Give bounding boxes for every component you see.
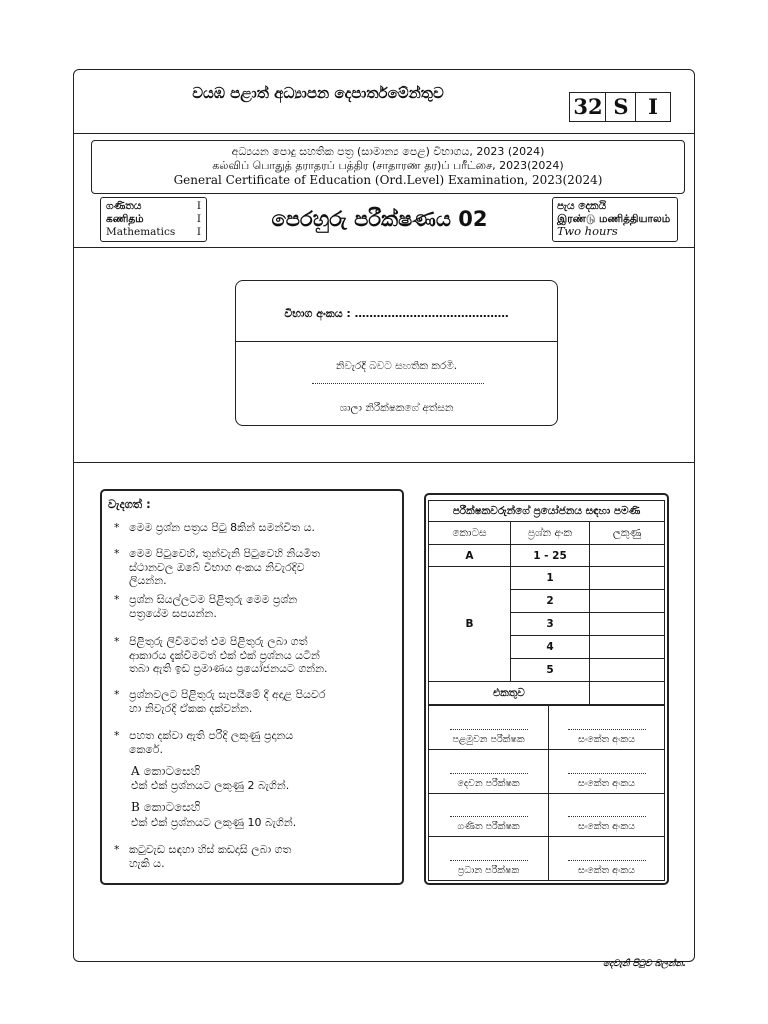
certify-text: නිවැරදි බවට සහතික කරමි. bbox=[335, 360, 458, 372]
exam-line-sinhala: අධ්‍යයන පොදු සහතික පත්‍ර (සාමාන්‍ය පෙළ) විභාගය, 2023 (2024) bbox=[231, 145, 545, 158]
section-a-heading: A කොටසෙහි bbox=[131, 764, 201, 778]
code-number-label: සංකේත අංකය bbox=[578, 778, 635, 789]
code-number-label: සංකේත අංකය bbox=[578, 821, 635, 832]
column-header: ලකුණු bbox=[590, 522, 665, 545]
question-number-cell: 2 bbox=[511, 590, 590, 613]
bullet-icon: * bbox=[114, 729, 120, 742]
question-number-cell: 3 bbox=[511, 613, 590, 636]
marks-table bbox=[428, 500, 665, 705]
question-number-cell: 1 bbox=[511, 567, 590, 590]
part-cell: A bbox=[429, 545, 511, 567]
title-divider bbox=[73, 247, 695, 248]
signature-label: ශාලා නිරීක්ෂකගේ අත්සන bbox=[339, 402, 454, 414]
total-marks-cell[interactable] bbox=[590, 682, 665, 705]
part-cell: B bbox=[429, 567, 511, 682]
subject-paper-number: I bbox=[196, 213, 201, 225]
index-number-field[interactable]: විභාග අංකය : …………………………………… bbox=[284, 307, 509, 320]
subject-name: கணிதம் bbox=[106, 213, 144, 225]
duration-english: Two hours bbox=[557, 224, 618, 238]
code-box-paper: I bbox=[635, 92, 671, 122]
duration-box bbox=[552, 197, 678, 242]
examiners-table bbox=[428, 705, 665, 881]
subject-box bbox=[100, 197, 207, 242]
instruction-item: කටුවැඩ සඳහා හිස් කඩදාසි ලබා ගත හැකි ය. bbox=[129, 843, 292, 870]
question-number-cell: 4 bbox=[511, 636, 590, 659]
question-range-cell: 1 - 25 bbox=[511, 545, 590, 567]
examiner-label: දෙවන පරීක්ෂක bbox=[457, 778, 520, 789]
examiner-signature-cell[interactable] bbox=[429, 837, 549, 881]
duration-sinhala: පැය දෙකයි bbox=[557, 200, 607, 212]
see-next-page-note: දෙවැනි පිටුව බලන්න. bbox=[603, 959, 687, 969]
instructions-title: වැදගත් : bbox=[108, 497, 151, 511]
section-divider bbox=[73, 462, 695, 463]
examiner-signature-cell[interactable] bbox=[429, 750, 549, 794]
bullet-icon: * bbox=[114, 635, 120, 648]
subject-name: Mathematics bbox=[106, 226, 176, 238]
code-box-medium: S bbox=[605, 92, 637, 122]
instruction-item: මෙම පිටුවෙහි, තුන්වැනි පිටුවෙහි නියමිත ස්ථානවල ඔබේ විභාග අංකය නිවැරදිව ලියන්න. bbox=[129, 547, 321, 587]
total-label: එකතුව bbox=[429, 682, 590, 705]
bullet-icon: * bbox=[114, 547, 120, 560]
examiner-use-box bbox=[424, 493, 669, 885]
subject-paper-number: I bbox=[196, 226, 201, 238]
marks-cell[interactable] bbox=[590, 567, 665, 590]
code-number-cell[interactable] bbox=[549, 750, 665, 794]
instructions-box bbox=[100, 489, 404, 885]
code-number-cell[interactable] bbox=[549, 837, 665, 881]
column-header: ප්‍රශ්න අංක bbox=[511, 522, 590, 545]
question-number-cell: 5 bbox=[511, 659, 590, 682]
examiner-label: ප්‍රධාන පරීක්ෂක bbox=[457, 865, 520, 876]
index-box-divider bbox=[236, 341, 557, 342]
instruction-item: පිළිතුරු ලිවීමටත් එම පිළිතුරු ලබා ගත් ආකාරය දැක්වීමටත් එක් එක් ප්‍රශ්නය යටින් තබා ඇති ඉඩ ප්‍රමාණය ප්‍රයෝජනයට ගන්න. bbox=[129, 635, 328, 675]
bullet-icon: * bbox=[114, 521, 120, 534]
subject-paper-number: I bbox=[196, 200, 201, 212]
instruction-item: මෙම ප්‍රශ්න පත්‍රය පිටු 8කින් සමන්විත ය. bbox=[129, 521, 316, 534]
examiner-label: පළමුවන පරීක්ෂක bbox=[452, 734, 525, 745]
examiner-table-title: පරීක්ෂකවරුන්ගේ ප්‍රයෝජනය සඳහා පමණි bbox=[429, 501, 665, 522]
instruction-item: ප්‍රශ්නවලට පිළිතුරු සැපයීමේ දී අදාළ පියවර හා නිවැරදි ඒකක දක්වන්න. bbox=[129, 688, 326, 715]
index-number-box bbox=[235, 280, 558, 426]
subject-row-sinhala bbox=[106, 200, 201, 213]
section-a-text: එක් එක් ප්‍රශ්නයට ලකුණු 2 බැගින්. bbox=[131, 779, 290, 792]
paper-title: පෙරහුරු පරීක්ෂණය 02 bbox=[271, 207, 488, 231]
exam-line-tamil: கல்விப் பொதுத் தராதரப் பத்திர (சாதாரண தர)ப் பரீட்சை, 2023(2024) bbox=[212, 159, 564, 172]
section-b-heading: B කොටසෙහි bbox=[131, 800, 201, 814]
code-number-cell[interactable] bbox=[549, 794, 665, 837]
section-b-text: එක් එක් ප්‍රශ්නයට ලකුණු 10 බැගින්. bbox=[131, 816, 297, 829]
marks-cell[interactable] bbox=[590, 636, 665, 659]
marks-cell[interactable] bbox=[590, 545, 665, 567]
subject-name: ගණිතය bbox=[106, 200, 142, 212]
header-divider bbox=[73, 133, 695, 134]
exam-line-english: General Certificate of Education (Ord.Level) Examination, 2023(2024) bbox=[173, 173, 603, 187]
code-number-label: සංකේත අංකය bbox=[578, 865, 635, 876]
instruction-item: පහත දක්වා ඇති පරිදි ලකුණු ප්‍රදානය කෙරේ. bbox=[129, 729, 294, 756]
code-number-cell[interactable] bbox=[549, 706, 665, 750]
exam-name-box bbox=[91, 140, 685, 194]
bullet-icon: * bbox=[114, 843, 120, 856]
duration-tamil: இரண்டு மணித்தியாலம் bbox=[557, 212, 671, 225]
examiner-label: ගණිත පරීක්ෂක bbox=[457, 821, 520, 832]
signature-line[interactable] bbox=[312, 383, 484, 384]
instruction-item: ප්‍රශ්න සියල්ලටම පිළිතුරු මෙම ප්‍රශ්න පත්‍රයේම සපයන්න. bbox=[129, 593, 298, 620]
marks-cell[interactable] bbox=[590, 613, 665, 636]
column-header: කොටස bbox=[429, 522, 511, 545]
code-number-label: සංකේත අංකය bbox=[578, 734, 635, 745]
bullet-icon: * bbox=[114, 688, 120, 701]
examiner-signature-cell[interactable] bbox=[429, 706, 549, 750]
subject-row-tamil bbox=[106, 213, 201, 226]
department-title: වයඹ පළාත් අධ්‍යාපන දෙපාර්තමේන්තුව bbox=[192, 84, 444, 102]
marks-cell[interactable] bbox=[590, 659, 665, 682]
bullet-icon: * bbox=[114, 593, 120, 606]
examiner-signature-cell[interactable] bbox=[429, 794, 549, 837]
code-box-number: 32 bbox=[569, 92, 607, 122]
subject-row-english bbox=[106, 226, 201, 239]
marks-cell[interactable] bbox=[590, 590, 665, 613]
